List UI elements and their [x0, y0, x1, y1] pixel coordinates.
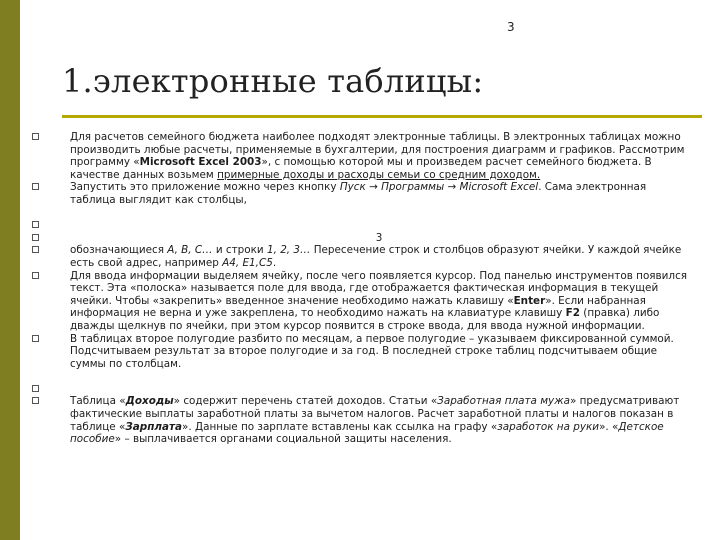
- list-item: [32, 395, 688, 445]
- left-accent-bar: [0, 0, 20, 540]
- paragraph-text: Для расчетов семейного бюджета наиболее подходят электронные таблицы. В электронных таблицах можно производить любые расчеты, применяемые в бухгалтерии, для построения диаграмм и графиков. Рассмотрим программу «Microsoft Excel 2003», с помощью которой мы и произведем расчет семейного бюджета. В качестве данных возьмем примерные доходы и расходы семьи со средним доходом.: [70, 131, 685, 181]
- paragraph-text: Таблица «Доходы» содержит перечень статей доходов. Статьи «Заработная плата мужа» предусматривают фактические выплаты заработной платы за вычетом налогов. Расчет заработной платы и налогов показан в таблице «Зарплата». Данные по зарплате вставлены как ссылка на графу «заработок на руки». «Детское пособие» – выплачивается органами социальной защиты населения.: [70, 395, 680, 446]
- list-item: [32, 244, 688, 269]
- list-item: [32, 219, 688, 232]
- bullet-square-icon: [32, 181, 70, 206]
- bullet-square-icon: [32, 244, 70, 269]
- bullet-square-icon: [32, 131, 70, 181]
- paragraph-text: Для ввода информации выделяем ячейку, после чего появляется курсор. Под панелью инструментов появился текст. Эта «полоска» называется поле для ввода, где отображается фактическая информация в текущей ячейки. Чтобы «закрепить» введенное значение необходимо нажать клавишу «Enter». Если набранная информация не верна и уже закреплена, то необходимо нажать на клавиатуре клавишу F2 (правка) либо дважды щелкнув по ячейки, при этом курсор появится в строке ввода, для ввода нужной информации.: [70, 269, 688, 332]
- list-item: [32, 131, 688, 181]
- paragraph-text: 3: [375, 231, 383, 244]
- list-item: [32, 181, 688, 206]
- paragraph-text: В таблицах второе полугодие разбито по месяцам, а первое полугодие – указываем фиксированной суммой. Подсчитываем результат за второе полугодие и за год. В последней строке таблиц подсчитываем общие суммы по столбцам.: [70, 332, 674, 370]
- bullet-square-icon: [32, 383, 70, 396]
- list-item: [32, 333, 688, 371]
- list-item: [32, 270, 688, 333]
- bullet-square-icon: [32, 219, 70, 232]
- bullet-square-icon: [32, 395, 70, 445]
- empty-item: [70, 219, 688, 232]
- title-underline: [62, 115, 702, 118]
- bullet-square-icon: [32, 333, 70, 371]
- list-item: [32, 232, 688, 245]
- paragraph-text: Запустить это приложение можно через кнопку Пуск → Программы → Microsoft Excel. Сама электронная таблица выглядит как столбцы,: [70, 181, 647, 206]
- bullet-square-icon: [32, 270, 70, 333]
- empty-item: [70, 383, 688, 396]
- paragraph-text: обозначающиеся A, B, C… и строки 1, 2, 3… Пересечение строк и столбцов образуют ячейки. У каждой ячейке есть свой адрес, например A4, E1,C5.: [70, 244, 682, 269]
- bullet-square-icon: [32, 232, 70, 245]
- page-number: 3: [507, 20, 515, 34]
- bullet-list: [32, 131, 688, 446]
- page-title: 1.электронные таблицы:: [62, 62, 484, 100]
- list-item: [32, 383, 688, 396]
